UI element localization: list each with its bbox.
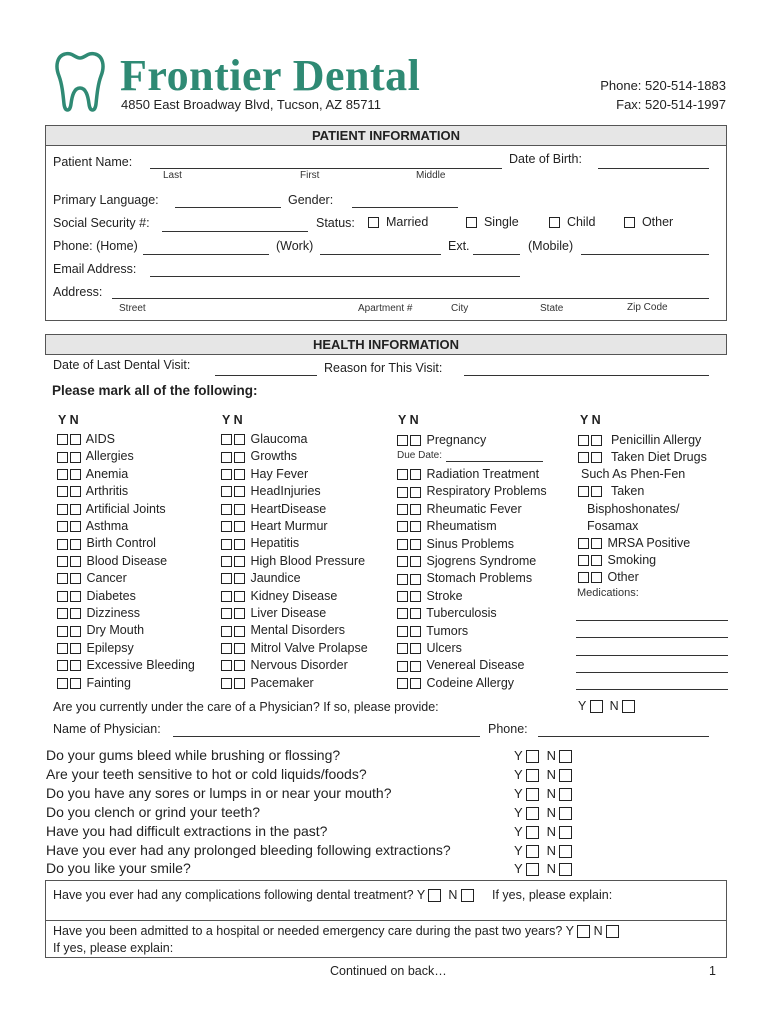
no-checkbox[interactable] xyxy=(591,555,602,566)
condition-pacemaker[interactable]: Pacemaker xyxy=(221,676,314,690)
question-yes-no[interactable]: Y N xyxy=(514,861,580,876)
status-child[interactable]: Child xyxy=(549,215,595,229)
question-yes-no[interactable]: Y N xyxy=(514,843,580,858)
condition-diabetes[interactable]: Diabetes xyxy=(57,589,136,603)
no-checkbox[interactable] xyxy=(234,521,245,532)
no-checkbox[interactable] xyxy=(70,434,81,445)
question-text: Do you have any sores or lumps in or near your mouth? xyxy=(46,784,392,801)
condition-blood-disease[interactable]: Blood Disease xyxy=(57,554,167,568)
no-checkbox[interactable] xyxy=(70,591,81,602)
yes-checkbox[interactable] xyxy=(221,678,232,689)
status-single[interactable]: Single xyxy=(466,215,519,229)
no-checkbox[interactable] xyxy=(559,826,572,839)
condition-growths[interactable]: Growths xyxy=(221,449,297,463)
language-field[interactable] xyxy=(175,207,281,208)
patient-name-label: Patient Name: xyxy=(53,155,133,169)
condition-aids[interactable]: AIDS xyxy=(57,432,115,446)
condition-cancer[interactable]: Cancer xyxy=(57,571,127,585)
no-checkbox[interactable] xyxy=(410,591,421,602)
mobile-field[interactable] xyxy=(581,254,709,255)
question-text: Do your gums bleed while brushing or flossing? xyxy=(46,747,341,763)
yes-checkbox[interactable] xyxy=(578,452,589,463)
condition-dry-mouth[interactable]: Dry Mouth xyxy=(57,623,144,637)
no-checkbox[interactable] xyxy=(234,434,245,445)
yes-checkbox[interactable] xyxy=(397,574,408,585)
yes-checkbox[interactable] xyxy=(57,539,68,550)
condition-epilepsy[interactable]: Epilepsy xyxy=(57,641,134,655)
work-label: (Work) xyxy=(276,239,314,253)
yes-checkbox[interactable] xyxy=(57,469,68,480)
yes-checkbox[interactable] xyxy=(526,750,539,763)
yes-checkbox[interactable] xyxy=(221,591,232,602)
yes-checkbox[interactable] xyxy=(397,521,408,532)
dob-field[interactable] xyxy=(598,168,709,169)
no-checkbox[interactable] xyxy=(70,452,81,463)
address-label: Address: xyxy=(53,285,103,299)
yes-checkbox[interactable] xyxy=(578,572,589,583)
yes-checkbox[interactable] xyxy=(526,845,539,858)
brand-fax: Fax: 520-514-1997 xyxy=(616,97,726,112)
no-checkbox[interactable] xyxy=(559,750,572,763)
no-checkbox[interactable] xyxy=(234,591,245,602)
no-checkbox[interactable] xyxy=(559,769,572,782)
no-checkbox[interactable] xyxy=(410,626,421,637)
question-text: Are your teeth sensitive to hot or cold liquids/foods? xyxy=(46,765,367,782)
first-caption: First xyxy=(300,170,320,181)
condition-fainting[interactable]: Fainting xyxy=(57,676,131,690)
no-checkbox[interactable] xyxy=(70,573,81,584)
zip-caption: Zip Code xyxy=(627,302,668,313)
yes-checkbox[interactable] xyxy=(526,826,539,839)
patient-box-right xyxy=(726,145,727,320)
gender-field[interactable] xyxy=(352,207,458,208)
status-married[interactable]: Married xyxy=(368,215,428,229)
bisphosphonates-line-2: Bisphoshonates/ xyxy=(587,502,680,516)
no-checkbox[interactable] xyxy=(559,863,572,876)
no-checkbox[interactable] xyxy=(234,539,245,550)
yes-checkbox[interactable] xyxy=(57,486,68,497)
yes-checkbox[interactable] xyxy=(57,660,68,671)
yes-checkbox[interactable] xyxy=(221,556,232,567)
language-label: Primary Language: xyxy=(53,193,159,207)
condition-glaucoma[interactable]: Glaucoma xyxy=(221,432,307,446)
ssn-field[interactable] xyxy=(162,231,308,232)
yn-header-4: Y N xyxy=(580,413,601,427)
status-label: Status: xyxy=(316,216,355,230)
condition-allergies[interactable]: Allergies xyxy=(57,449,134,463)
email-field[interactable] xyxy=(150,276,520,277)
no-checkbox[interactable] xyxy=(70,469,81,480)
yes-checkbox[interactable] xyxy=(578,486,589,497)
yes-checkbox[interactable] xyxy=(397,487,408,498)
checkbox[interactable] xyxy=(368,217,379,228)
yes-checkbox[interactable] xyxy=(57,591,68,602)
yes-checkbox[interactable] xyxy=(397,504,408,515)
question-text: Do you clench or grind your teeth? xyxy=(46,803,261,820)
ssn-label: Social Security #: xyxy=(53,216,150,230)
email-label: Email Address: xyxy=(53,262,137,276)
physician-yn[interactable]: Y N xyxy=(578,699,635,713)
patient-section-header: PATIENT INFORMATION xyxy=(45,125,727,146)
no-checkbox[interactable] xyxy=(234,608,245,619)
complications-box-bottom xyxy=(45,957,727,958)
yes-checkbox[interactable] xyxy=(578,555,589,566)
yes-checkbox[interactable] xyxy=(397,556,408,567)
brand-phone: Phone: 520-514-1883 xyxy=(600,78,726,93)
no-checkbox[interactable] xyxy=(234,660,245,671)
brand-address: 4850 East Broadway Blvd, Tucson, AZ 85711 xyxy=(121,97,381,112)
condition-mental-disorders[interactable]: Mental Disorders xyxy=(221,623,345,637)
condition-dizziness[interactable]: Dizziness xyxy=(57,606,140,620)
bisphosphonates-line-3: Fosamax xyxy=(587,519,639,533)
state-caption: State xyxy=(540,303,564,314)
no-checkbox[interactable] xyxy=(70,521,81,532)
condition-mitrol-valve-prolapse[interactable]: Mitrol Valve Prolapse xyxy=(221,641,368,655)
yes-checkbox[interactable] xyxy=(221,626,232,637)
no-checkbox[interactable] xyxy=(70,539,81,550)
yes-checkbox[interactable] xyxy=(221,608,232,619)
condition-high-blood-pressure[interactable]: High Blood Pressure xyxy=(221,554,365,568)
physician-phone-label: Phone: xyxy=(488,722,528,736)
dob-label: Date of Birth: xyxy=(509,152,582,166)
condition-ulcers[interactable]: Ulcers xyxy=(397,641,462,655)
due-date-field[interactable] xyxy=(446,461,543,462)
condition-liver-disease[interactable]: Liver Disease xyxy=(221,606,326,620)
condition-heart-murmur[interactable]: Heart Murmur xyxy=(221,519,328,533)
condition-anemia[interactable]: Anemia xyxy=(57,467,128,481)
tooth-logo-icon xyxy=(55,50,105,114)
no-checkbox[interactable] xyxy=(70,678,81,689)
condition-stomach-problems[interactable]: Stomach Problems xyxy=(397,571,532,585)
medications-line-1[interactable] xyxy=(576,620,728,621)
patient-name-field[interactable] xyxy=(150,168,502,169)
no-checkbox[interactable] xyxy=(70,486,81,497)
yes-checkbox[interactable] xyxy=(397,678,408,689)
medications-line-2[interactable] xyxy=(576,637,728,638)
no-checkbox[interactable] xyxy=(70,626,81,637)
phone-home-field[interactable] xyxy=(143,254,269,255)
condition-codeine-allergy[interactable]: Codeine Allergy xyxy=(397,676,514,690)
condition-sinus-problems[interactable]: Sinus Problems xyxy=(397,537,514,551)
brand-name: Frontier Dental xyxy=(120,51,421,100)
condition-tumors[interactable]: Tumors xyxy=(397,624,468,638)
no-checkbox[interactable] xyxy=(70,643,81,654)
apt-caption: Apartment # xyxy=(358,303,413,314)
yes-checkbox[interactable] xyxy=(590,700,603,713)
no-checkbox[interactable] xyxy=(70,504,81,515)
city-caption: City xyxy=(451,303,469,314)
question-yes-no[interactable]: Y N xyxy=(514,805,580,820)
yes-checkbox[interactable] xyxy=(57,573,68,584)
yes-checkbox[interactable] xyxy=(221,660,232,671)
yes-checkbox[interactable] xyxy=(57,452,68,463)
no-checkbox[interactable] xyxy=(410,469,421,480)
last-visit-field[interactable] xyxy=(215,375,317,376)
condition-artificial-joints[interactable]: Artificial Joints xyxy=(57,502,166,516)
condition-asthma[interactable]: Asthma xyxy=(57,519,128,533)
no-checkbox[interactable] xyxy=(410,539,421,550)
yn-header-1: Y N xyxy=(58,413,79,427)
question-text: Have you ever had any prolonged bleeding following extractions? xyxy=(46,841,451,858)
last-visit-label: Date of Last Dental Visit: xyxy=(53,358,191,372)
checkbox[interactable] xyxy=(549,217,560,228)
no-checkbox[interactable] xyxy=(234,469,245,480)
question-text: Have you had difficult extractions in the past? xyxy=(46,822,328,839)
no-checkbox[interactable] xyxy=(70,556,81,567)
no-checkbox[interactable] xyxy=(410,521,421,532)
yes-checkbox[interactable] xyxy=(397,435,408,446)
yes-checkbox[interactable] xyxy=(221,434,232,445)
yes-checkbox[interactable] xyxy=(397,661,408,672)
no-checkbox[interactable] xyxy=(591,435,602,446)
condition-smoking[interactable]: Smoking xyxy=(578,553,656,567)
yes-checkbox[interactable] xyxy=(578,435,589,446)
no-checkbox[interactable] xyxy=(591,572,602,583)
yes-checkbox[interactable] xyxy=(428,889,441,902)
physician-name-label: Name of Physician: xyxy=(53,722,161,736)
condition-mrsa[interactable]: MRSA Positive xyxy=(578,536,690,550)
continued-on-back: Continued on back… xyxy=(330,964,447,978)
physician-question: Are you currently under the care of a Physician? If so, please provide: xyxy=(53,700,439,714)
hospital-explain: If yes, please explain: xyxy=(53,941,174,955)
yes-checkbox[interactable] xyxy=(57,434,68,445)
yes-checkbox[interactable] xyxy=(57,521,68,532)
question-text: Do you like your smile? xyxy=(46,860,191,877)
no-checkbox[interactable] xyxy=(622,700,635,713)
yes-checkbox[interactable] xyxy=(221,469,232,480)
yes-checkbox[interactable] xyxy=(57,643,68,654)
yes-checkbox[interactable] xyxy=(397,539,408,550)
condition-respiratory-problems[interactable]: Respiratory Problems xyxy=(397,484,547,498)
yes-checkbox[interactable] xyxy=(57,678,68,689)
no-checkbox[interactable] xyxy=(461,889,474,902)
yes-checkbox[interactable] xyxy=(397,626,408,637)
no-checkbox[interactable] xyxy=(234,626,245,637)
yes-checkbox[interactable] xyxy=(221,486,232,497)
complications-box-left xyxy=(45,880,46,957)
condition-sjogrens-syndrome[interactable]: Sjogrens Syndrome xyxy=(397,554,536,568)
yn-header-2: Y N xyxy=(222,413,243,427)
no-checkbox[interactable] xyxy=(234,573,245,584)
ext-label: Ext. xyxy=(448,239,470,253)
condition-other[interactable]: Other xyxy=(578,570,639,584)
no-checkbox[interactable] xyxy=(559,845,572,858)
complications-box-right xyxy=(726,880,727,957)
yes-checkbox[interactable] xyxy=(221,573,232,584)
yes-checkbox[interactable] xyxy=(397,643,408,654)
diet-drugs-line-2: Such As Phen-Fen xyxy=(581,467,686,481)
checkbox[interactable] xyxy=(624,217,635,228)
yes-checkbox[interactable] xyxy=(57,504,68,515)
condition-bisphosphonates[interactable]: Taken xyxy=(578,484,644,498)
phone-home-label: Phone: (Home) xyxy=(53,239,138,253)
reason-label: Reason for This Visit: xyxy=(324,361,443,375)
yes-checkbox[interactable] xyxy=(578,538,589,549)
no-checkbox[interactable] xyxy=(410,661,421,672)
yes-checkbox[interactable] xyxy=(526,863,539,876)
yes-checkbox[interactable] xyxy=(221,521,232,532)
no-checkbox[interactable] xyxy=(410,556,421,567)
no-checkbox[interactable] xyxy=(410,435,421,446)
mobile-label: (Mobile) xyxy=(528,239,574,253)
no-checkbox[interactable] xyxy=(410,678,421,689)
no-checkbox[interactable] xyxy=(234,486,245,497)
address-field[interactable] xyxy=(112,298,709,299)
condition-rheumatic-fever[interactable]: Rheumatic Fever xyxy=(397,502,522,516)
condition-arthritis[interactable]: Arthritis xyxy=(57,484,128,498)
no-checkbox[interactable] xyxy=(591,538,602,549)
work-field[interactable] xyxy=(320,254,441,255)
no-checkbox[interactable] xyxy=(70,608,81,619)
condition-jaundice[interactable]: Jaundice xyxy=(221,571,301,585)
question-yes-no[interactable]: Y N xyxy=(514,786,580,801)
yes-checkbox[interactable] xyxy=(57,608,68,619)
yes-checkbox[interactable] xyxy=(526,788,539,801)
no-checkbox[interactable] xyxy=(559,788,572,801)
condition-birth-control[interactable]: Birth Control xyxy=(57,536,156,550)
no-checkbox[interactable] xyxy=(559,807,572,820)
no-checkbox[interactable] xyxy=(234,556,245,567)
yn-header-3: Y N xyxy=(398,413,419,427)
yes-checkbox[interactable] xyxy=(397,608,408,619)
condition-diet-drugs[interactable]: Taken Diet Drugs xyxy=(578,450,707,464)
condition-rheumatism[interactable]: Rheumatism xyxy=(397,519,497,533)
question-yes-no[interactable]: Y N xyxy=(514,748,580,763)
no-checkbox[interactable] xyxy=(70,660,81,671)
yes-checkbox[interactable] xyxy=(221,539,232,550)
condition-venereal-disease[interactable]: Venereal Disease xyxy=(397,658,524,672)
checkbox[interactable] xyxy=(466,217,477,228)
no-checkbox[interactable] xyxy=(410,643,421,654)
no-checkbox[interactable] xyxy=(606,925,619,938)
condition-headinjuries[interactable]: HeadInjuries xyxy=(221,484,321,498)
hospital-question: Have you been admitted to a hospital or needed emergency care during the past two years? Y N xyxy=(53,924,619,938)
complications-box-divider xyxy=(45,920,727,921)
reason-field[interactable] xyxy=(464,375,709,376)
condition-tuberculosis[interactable]: Tuberculosis xyxy=(397,606,497,620)
complications-question: Have you ever had any complications following dental treatment? Y N xyxy=(53,888,474,902)
complications-box-top xyxy=(45,880,727,881)
condition-pregnancy[interactable]: Pregnancy xyxy=(397,433,486,447)
condition-hepatitis[interactable]: Hepatitis xyxy=(221,536,299,550)
condition-hay-fever[interactable]: Hay Fever xyxy=(221,467,308,481)
no-checkbox[interactable] xyxy=(591,452,602,463)
physician-phone-field[interactable] xyxy=(538,736,709,737)
yes-checkbox[interactable] xyxy=(526,807,539,820)
condition-kidney-disease[interactable]: Kidney Disease xyxy=(221,589,337,603)
medications-label: Medications: xyxy=(577,587,639,599)
yes-checkbox[interactable] xyxy=(397,591,408,602)
yes-checkbox[interactable] xyxy=(221,452,232,463)
yes-checkbox[interactable] xyxy=(526,769,539,782)
no-checkbox[interactable] xyxy=(410,487,421,498)
no-checkbox[interactable] xyxy=(234,452,245,463)
no-checkbox[interactable] xyxy=(234,643,245,654)
condition-penicillin[interactable]: Penicillin Allergy xyxy=(578,433,701,447)
complications-explain: If yes, please explain: xyxy=(492,888,613,902)
condition-excessive-bleeding[interactable]: Excessive Bleeding xyxy=(57,658,195,672)
no-checkbox[interactable] xyxy=(591,486,602,497)
physician-name-field[interactable] xyxy=(173,736,480,737)
gender-label: Gender: xyxy=(288,193,334,207)
no-checkbox[interactable] xyxy=(410,608,421,619)
yes-checkbox[interactable] xyxy=(57,556,68,567)
no-checkbox[interactable] xyxy=(410,574,421,585)
condition-stroke[interactable]: Stroke xyxy=(397,589,463,603)
page-number: 1 xyxy=(709,964,716,978)
due-date-label: Due Date: xyxy=(397,450,443,461)
question-yes-no[interactable]: Y N xyxy=(514,767,580,782)
middle-caption: Middle xyxy=(416,170,446,181)
yes-checkbox[interactable] xyxy=(221,504,232,515)
medications-line-5[interactable] xyxy=(576,689,728,690)
no-checkbox[interactable] xyxy=(410,504,421,515)
mark-all-heading: Please mark all of the following: xyxy=(52,383,258,398)
status-other[interactable]: Other xyxy=(624,215,673,229)
yes-checkbox[interactable] xyxy=(397,469,408,480)
medications-line-3[interactable] xyxy=(576,655,728,656)
patient-box-left xyxy=(45,145,46,320)
no-checkbox[interactable] xyxy=(234,678,245,689)
question-yes-no[interactable]: Y N xyxy=(514,824,580,839)
last-caption: Last xyxy=(163,170,182,181)
street-caption: Street xyxy=(119,303,146,314)
ext-field[interactable] xyxy=(473,254,520,255)
yes-checkbox[interactable] xyxy=(57,626,68,637)
health-section-header: HEALTH INFORMATION xyxy=(45,334,727,355)
patient-box-bottom xyxy=(45,320,727,321)
medications-line-4[interactable] xyxy=(576,672,728,673)
yes-checkbox[interactable] xyxy=(577,925,590,938)
condition-heartdisease[interactable]: HeartDisease xyxy=(221,502,326,516)
condition-radiation-treatment[interactable]: Radiation Treatment xyxy=(397,467,539,481)
condition-nervous-disorder[interactable]: Nervous Disorder xyxy=(221,658,348,672)
yes-checkbox[interactable] xyxy=(221,643,232,654)
no-checkbox[interactable] xyxy=(234,504,245,515)
